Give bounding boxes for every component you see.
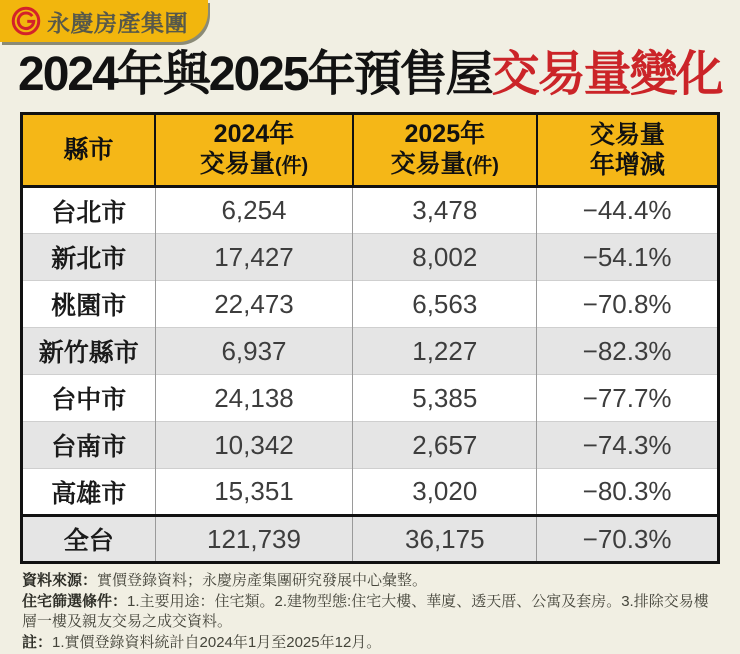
value-2025-cell: 3,020 bbox=[353, 469, 537, 516]
value-2024-cell: 6,937 bbox=[155, 328, 353, 375]
col-header-change bbox=[537, 114, 719, 187]
footnote-source-label: 資料來源： bbox=[22, 572, 98, 589]
value-2025-cell: 1,227 bbox=[353, 328, 537, 375]
change-cell: −74.3% bbox=[537, 422, 719, 469]
page-title bbox=[18, 46, 730, 104]
col-header-city-label: 縣市 bbox=[63, 136, 114, 164]
footnote-source-text: 實價登錄資料；永慶房產集團研究發展中心彙整。 bbox=[97, 572, 428, 589]
footnote-note bbox=[22, 633, 722, 654]
brand-name: 永慶房產集團 bbox=[47, 9, 188, 36]
footnote-criteria bbox=[22, 592, 722, 633]
city-cell: 台中市 bbox=[22, 375, 156, 422]
table-row-total bbox=[22, 516, 719, 563]
footnotes bbox=[22, 571, 722, 653]
col-header-2024-line1: 2024年 bbox=[213, 120, 295, 148]
page-title-black: 2024年與2025年預售屋 bbox=[18, 48, 492, 101]
table-header-row bbox=[22, 114, 719, 187]
col-header-2025-suffix: (件) bbox=[465, 155, 499, 177]
col-header-change-line2: 年增減 bbox=[589, 151, 665, 179]
city-cell: 台南市 bbox=[22, 422, 156, 469]
value-2024-cell: 24,138 bbox=[155, 375, 353, 422]
change-cell: −70.3% bbox=[537, 516, 719, 563]
page-title-red: 交易量變化 bbox=[491, 48, 722, 101]
col-header-2025-line1: 2025年 bbox=[404, 120, 486, 148]
city-cell: 高雄市 bbox=[22, 469, 156, 516]
value-2024-cell: 121,739 bbox=[155, 516, 353, 563]
value-2024-cell: 6,254 bbox=[155, 187, 353, 234]
table-row bbox=[22, 422, 719, 469]
brand-badge bbox=[0, 0, 208, 42]
table-row bbox=[22, 328, 719, 375]
city-cell: 台北市 bbox=[51, 198, 127, 227]
table-row bbox=[22, 234, 719, 281]
col-header-city bbox=[22, 114, 156, 187]
change-cell: −44.4% bbox=[537, 187, 719, 234]
change-cell: −54.1% bbox=[537, 234, 719, 281]
col-header-change-line1: 交易量 bbox=[589, 121, 665, 149]
table-row bbox=[22, 281, 719, 328]
col-header-2024-suffix: (件) bbox=[274, 155, 309, 177]
value-2024-cell: 17,427 bbox=[155, 234, 353, 281]
value-2025-cell: 2,657 bbox=[353, 422, 537, 469]
col-header-2024 bbox=[155, 114, 353, 187]
value-2025-cell: 8,002 bbox=[353, 234, 537, 281]
col-header-2025 bbox=[353, 114, 537, 187]
footnote-criteria-label: 住宅篩選條件： bbox=[22, 592, 128, 610]
footnote-source bbox=[22, 571, 722, 592]
value-2025-cell: 3,478 bbox=[353, 187, 537, 234]
footnote-note-label: 註： bbox=[22, 633, 53, 651]
city-cell: 新北市 bbox=[22, 234, 156, 281]
transaction-volume-table bbox=[20, 112, 720, 564]
change-cell: −77.7% bbox=[537, 375, 719, 422]
table-row bbox=[22, 469, 719, 516]
value-2025-cell: 6,563 bbox=[353, 281, 537, 328]
table-header bbox=[22, 114, 719, 187]
col-header-2024-line2: 交易量 bbox=[199, 150, 275, 178]
value-2025-cell: 36,175 bbox=[353, 516, 537, 563]
col-header-2025-line2: 交易量 bbox=[390, 150, 466, 178]
yungching-logo-icon bbox=[11, 6, 41, 36]
city-cell: 桃園市 bbox=[22, 281, 156, 328]
city-cell: 全台 bbox=[22, 516, 156, 563]
value-2025-cell: 5,385 bbox=[353, 375, 537, 422]
value-2024-cell: 10,342 bbox=[155, 422, 353, 469]
change-cell: −80.3% bbox=[537, 469, 719, 516]
table-row bbox=[22, 187, 719, 234]
city-cell: 新竹縣市 bbox=[22, 328, 156, 375]
value-2024-cell: 15,351 bbox=[155, 469, 353, 516]
footnote-note-text: 1.實價登錄資料統計自2024年1月至2025年12月。 bbox=[52, 633, 382, 651]
footnote-criteria-text: 1.主要用途：住宅類。2.建物型態:住宅大樓、華廈、透天厝、公寓及套房。3.排除交易樓層一樓及親友交易之成交資料。 bbox=[22, 592, 709, 630]
table-body bbox=[22, 187, 719, 563]
change-cell: −82.3% bbox=[537, 328, 719, 375]
table-row bbox=[22, 375, 719, 422]
change-cell: −70.8% bbox=[537, 281, 719, 328]
value-2024-cell: 22,473 bbox=[155, 281, 353, 328]
